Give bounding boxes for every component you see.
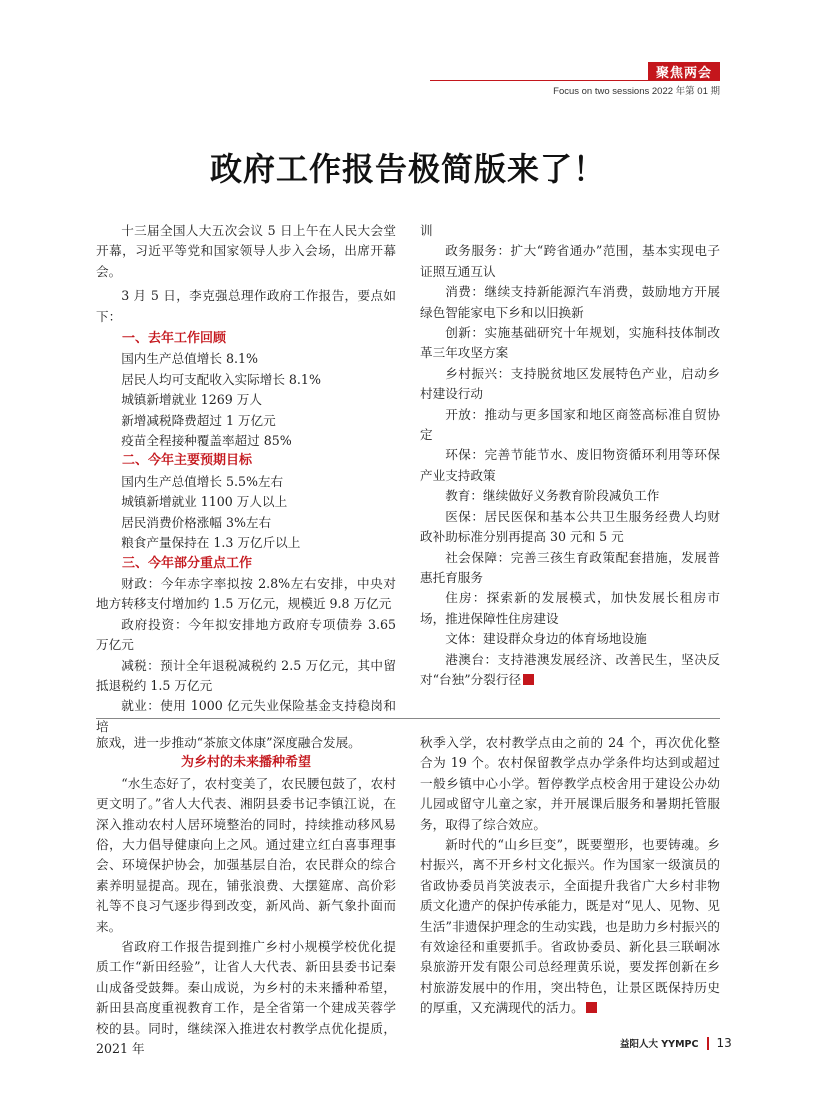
list-item: 乡村振兴：支持脱贫地区发展特色产业，启动乡村建设行动 [420,365,720,402]
intro-paragraph: 十三届全国人大五次会议 5 日上午在人民大会堂开幕，习近平等党和国家领导人步入会场，出席开幕会。 [96,223,396,279]
section-heading: 三、今年部分重点工作 [122,555,253,571]
list-item: 政府投资：今年拟安排地方政府专项债券 3.65 万亿元 [96,616,396,653]
end-mark-icon [586,1002,597,1013]
list-item: 城镇新增就业 1100 万人以上 [121,494,288,510]
magazine-name: 益阳人大 YYMPC [620,1039,699,1050]
list-item: 社会保障：完善三孩生育政策配套措施，发展普惠托育服务 [420,549,720,585]
paragraph: 省政府工作报告提到推广乡村小规模学校优化提质工作“新田经验”，让省人大代表、新田县委书记秦山成备受鼓舞。秦山成说，为乡村的未来播种希望，新田县高度重视教育工作，是全省第一个建成芙蓉学校的县。同时，继续深入推进农村教学点优化提质，2021 年 [96,939,396,1057]
list-item: 疫苗全程接种覆盖率超过 85% [121,433,292,449]
paragraph: 秋季入学，农村教学点由之前的 24 个，再次优化整合为 19 个。农村保留教学点办学条件均达到或超过一般乡镇中心小学。暂停教学点校舍用于建设公办幼儿园或留守儿童之家，并开展课后服务和暑期托管服务，取得了综合效应。 [420,735,720,832]
list-item: 环保：完善节能节水、废旧物资循环利用等环保产业支持政策 [420,447,720,483]
list-item-text: 港澳台：支持港澳发展经济、改善民生，坚决反对“台独”分裂行径 [420,651,720,687]
footer-separator [707,1037,709,1050]
intro-paragraph: 3 月 5 日，李克强总理作政府工作报告，要点如下： [96,288,396,324]
list-item: 新增减税降费超过 1 万亿元 [121,412,276,428]
list-item: 财政：今年赤字率拟按 2.8%左右安排，中央对地方转移支付增加约 1.5 万亿元，规模近 9.8 万亿元 [96,575,396,612]
issue-line: Focus on two sessions 2022 年第 01 期 [553,86,720,97]
article1-right-column [420,221,720,690]
list-item: 消费：继续支持新能源汽车消费，鼓励地方开展绿色智能家电下乡和以旧换新 [420,284,720,320]
list-item: 减税：预计全年退税减税约 2.5 万亿元，其中留抵退税约 1.5 万亿元 [96,657,396,693]
list-item: 粮食产量保持在 1.3 万亿斤以上 [121,535,301,551]
list-item: 国内生产总值增长 5.5%左右 [121,473,284,489]
paragraph-text: 新时代的“山乡巨变”，既要塑形，也要铸魂。乡村振兴，离不开乡村文化振兴。作为国家一级演员的省政协委员肖笑波表示，全面提升我省广大乡村非物质文化遗产的保护传承能力，既是对“见人、见物、见生活”非遗保护理念的生动实践，也是助力乡村振兴的有效途径和重要抓手。省政协委员、新化县三联峒冰泉旅游开发有限公司总经理黄乐说，要发挥创新在乡村旅游发展中的作用，突出特色，让景区既保持历史的厚重，又充满现代的活力。 [420,837,720,1016]
list-item: 开放：推动与更多国家和地区商签高标准自贸协定 [420,406,720,443]
subsection-heading: 为乡村的未来播种希望 [180,755,311,771]
end-mark-icon [523,674,534,685]
header-rule [430,80,720,81]
section-heading: 一、去年工作回顾 [122,331,227,347]
page-number: 13 [716,1036,732,1050]
page-footer [620,1035,732,1051]
article1-left-column [96,221,396,737]
list-item: 文体：建设群众身边的体育场地设施 [445,631,647,647]
article2-left-column [96,733,396,1060]
list-item: 医保：居民医保和基本公共卫生服务经费人均财政补助标准分别再提高 30 元和 5 元 [420,508,720,545]
list-item: 教育：继续做好义务教育阶段减负工作 [445,488,660,504]
article2-right-column [420,733,720,1019]
section-badge: 聚焦两会 [648,62,720,81]
section-heading: 二、今年主要预期目标 [122,453,253,469]
paragraph: 旅戏，进一步推动“茶旅文体康”深度融合发展。 [96,735,361,750]
list-item: 住房：探索新的发展模式，加快发展长租房市场，推进保障性住房建设 [420,590,720,626]
section-divider [96,718,720,719]
list-item: 居民人均可支配收入实际增长 8.1% [121,371,321,387]
paragraph: “水生态好了，农村变美了，农民腰包鼓了，农村更文明了。”省人大代表、湘阴县委书记李镇江说，在深入推动农村人居环境整治的同时，持续推动移风易俗，大力倡导健康向上之风。通过建立红白喜事理事会、环境保护协会，加强基层自治，农民群众的综合素养明显提高。现在，铺张浪费、大摆筵席、高价彩礼等不良习气逐步得到改变，新风尚、新气象扑面而来。 [96,775,396,934]
list-item [420,650,720,691]
list-item: 政务服务：扩大“跨省通办”范围，基本实现电子证照互通互认 [420,243,720,279]
continuation-text: 训 [420,223,433,238]
list-item: 城镇新增就业 1269 万人 [121,392,262,408]
list-item: 创新：实施基础研究十年规划，实施科技体制改革三年攻坚方案 [420,325,720,361]
list-item: 国内生产总值增长 8.1% [121,351,258,367]
list-item: 就业：使用 1000 亿元失业保险基金支持稳岗和培 [96,698,396,734]
list-item: 居民消费价格涨幅 3%左右 [121,514,272,530]
article-title: 政府工作报告极简版来了！ [209,150,606,188]
paragraph [420,835,720,1019]
